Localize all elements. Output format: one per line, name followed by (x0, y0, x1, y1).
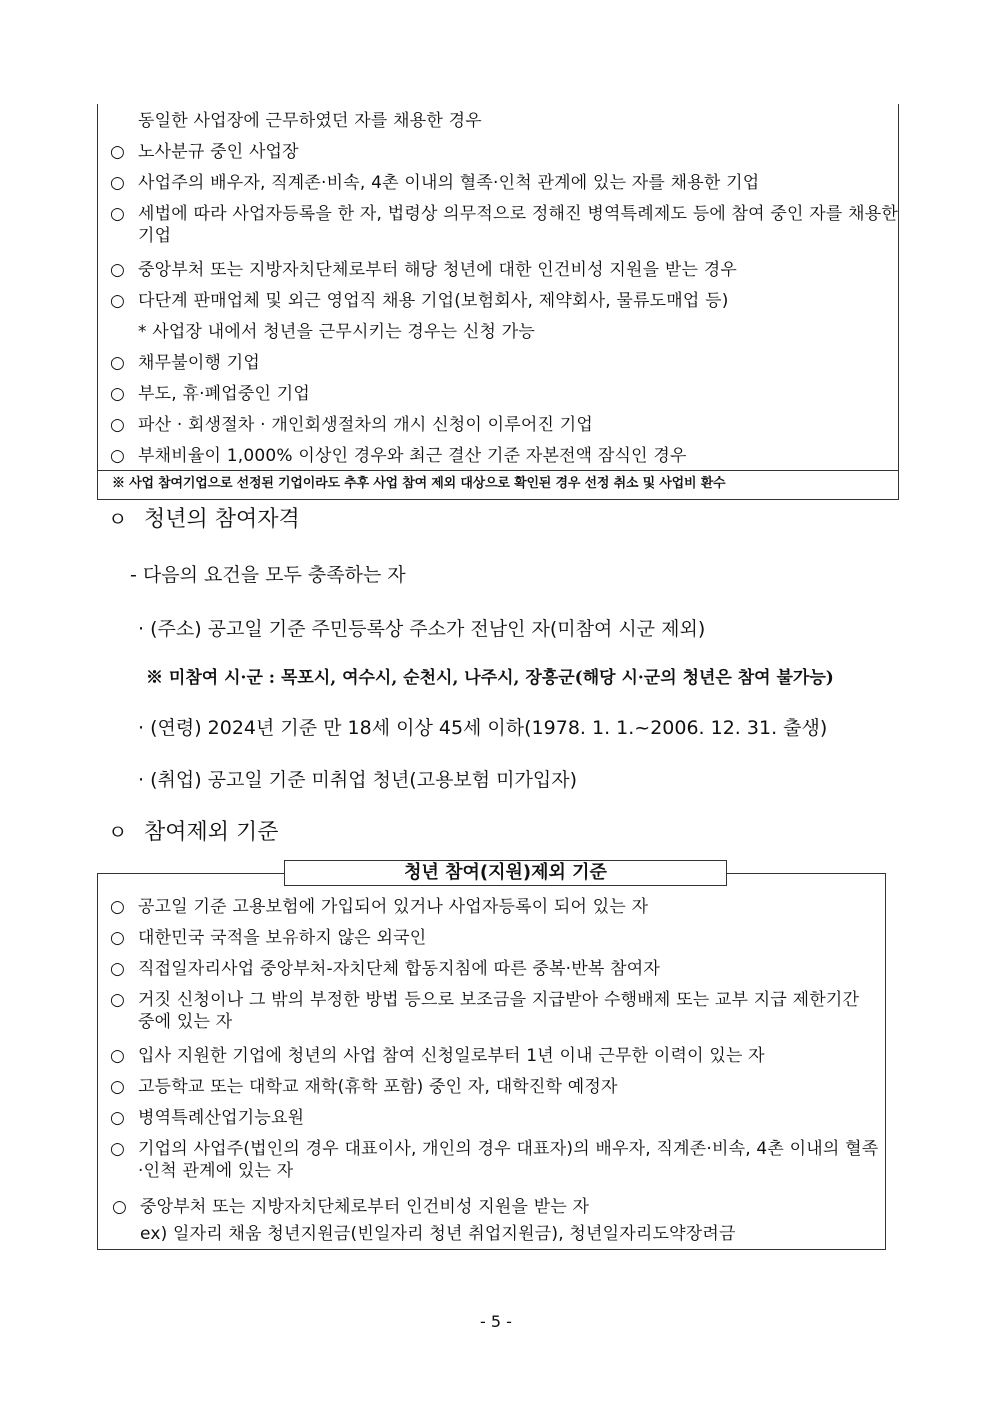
list-item: ○ 중앙부처 또는 지방자치단체로부터 해당 청년에 대한 인건비성 지원을 받는 경우 (110, 260, 737, 280)
eligibility-item: · (연령) 2024년 기준 만 18세 이상 45세 이하(1978. 1. 1.~2006. 12. 31. 출생) (138, 717, 828, 739)
company-exclusion-box (97, 104, 899, 500)
circle-bullet-icon: ○ (110, 384, 126, 404)
list-item: ○ 거짓 신청이나 그 밖의 부정한 방법 등으로 보조금을 지급받아 수행배제 또는 교부 지급 제한기간 중에 있는 자 (110, 990, 860, 1032)
list-item: ○ 노사분규 중인 사업장 (110, 142, 299, 162)
circle-bullet-icon: ○ (110, 959, 126, 979)
list-item: ○ 부도, 휴·폐업중인 기업 (110, 384, 311, 404)
youth-exclusion-box (97, 873, 886, 1250)
circle-bullet-icon: ○ (110, 142, 126, 162)
bullet-icon: ㅇ (108, 507, 128, 531)
circle-bullet-icon: ○ (110, 291, 126, 311)
list-item: ○ 부채비율이 1,000% 이상인 경우와 최근 결산 기준 자본전액 잠식인 경우 (110, 446, 687, 466)
circle-bullet-icon: ○ (110, 353, 126, 373)
list-item: 동일한 사업장에 근무하였던 자를 채용한 경우 (138, 111, 482, 131)
circle-bullet-icon: ○ (110, 173, 126, 193)
bullet-icon: ㅇ (108, 820, 128, 844)
page-number: - 5 - (480, 1312, 512, 1331)
eligibility-item: · (취업) 공고일 기준 미취업 청년(고용보험 미가입자) (138, 769, 578, 791)
circle-bullet-icon: ○ (110, 1139, 126, 1159)
list-item-note: * 사업장 내에서 청년을 근무시키는 경우는 신청 가능 (138, 322, 535, 342)
circle-bullet-icon: ○ (110, 928, 126, 948)
circle-bullet-icon: ○ (110, 415, 126, 435)
circle-bullet-icon: ○ (110, 204, 126, 224)
notice-bar: ※ 사업 참여기업으로 선정된 기업이라도 추후 사업 참여 제외 대상으로 확인된 경우 선정 취소 및 사업비 환수 (98, 470, 898, 498)
list-item: ○ 입사 지원한 기업에 청년의 사업 참여 신청일로부터 1년 이내 근무한 이력이 있는 자 (110, 1046, 765, 1066)
circle-bullet-icon: ○ (110, 446, 126, 466)
list-item: ○ 고등학교 또는 대학교 재학(휴학 포함) 중인 자, 대학진학 예정자 (110, 1077, 618, 1097)
eligibility-intro: - 다음의 요건을 모두 충족하는 자 (130, 564, 406, 586)
section-heading-exclusion: ㅇ 참여제외 기준 (108, 820, 279, 845)
list-item: ○ 세법에 따라 사업자등록을 한 자, 법령상 의무적으로 정해진 병역특례제도 등에 참여 중인 자를 채용한 기업 (110, 204, 898, 246)
list-item-example: ex) 일자리 채움 청년지원금(빈일자리 청년 취업지원금), 청년일자리도약장려금 (140, 1224, 736, 1244)
list-item: ○ 기업의 사업주(법인의 경우 대표이사, 개인의 경우 대표자)의 배우자, 직계존·비속, 4촌 이내의 혈족·인척 관계에 있는 자 (110, 1139, 879, 1181)
list-item: ○ 중앙부처 또는 지방자치단체로부터 인건비성 지원을 받는 자 (112, 1197, 590, 1217)
circle-bullet-icon: ○ (110, 1077, 126, 1097)
eligibility-item: · (주소) 공고일 기준 주민등록상 주소가 전남인 자(미참여 시군 제외) (138, 618, 706, 640)
circle-bullet-icon: ○ (110, 897, 126, 917)
list-item: ○ 채무불이행 기업 (110, 353, 260, 373)
circle-bullet-icon: ○ (110, 260, 126, 280)
list-item: ○ 직접일자리사업 중앙부처-자치단체 합동지침에 따른 중복·반복 참여자 (110, 959, 660, 979)
list-item: ○ 공고일 기준 고용보험에 가입되어 있거나 사업자등록이 되어 있는 자 (110, 897, 649, 917)
circle-bullet-icon: ○ (110, 990, 126, 1010)
list-item: ○ 다단계 판매업체 및 외근 영업직 채용 기업(보험회사, 제약회사, 물류도매업 등) (110, 291, 729, 311)
list-item: ○ 병역특례산업기능요원 (110, 1108, 305, 1128)
section-heading-eligibility: ㅇ 청년의 참여자격 (108, 507, 300, 532)
circle-bullet-icon: ○ (110, 1046, 126, 1066)
eligibility-note: ※ 미참여 시·군 : 목포시, 여수시, 순천시, 나주시, 장흥군(해당 시·군의 청년은 참여 불가능) (146, 668, 834, 688)
circle-bullet-icon: ○ (110, 1108, 126, 1128)
list-item: ○ 대한민국 국적을 보유하지 않은 외국인 (110, 928, 427, 948)
list-item: ○ 사업주의 배우자, 직계존·비속, 4촌 이내의 혈족·인척 관계에 있는 자를 채용한 기업 (110, 173, 760, 193)
exclusion-box-title: 청년 참여(지원)제외 기준 (284, 860, 727, 886)
list-item: ○ 파산 · 회생절차 · 개인회생절차의 개시 신청이 이루어진 기업 (110, 415, 593, 435)
circle-bullet-icon: ○ (112, 1197, 128, 1217)
